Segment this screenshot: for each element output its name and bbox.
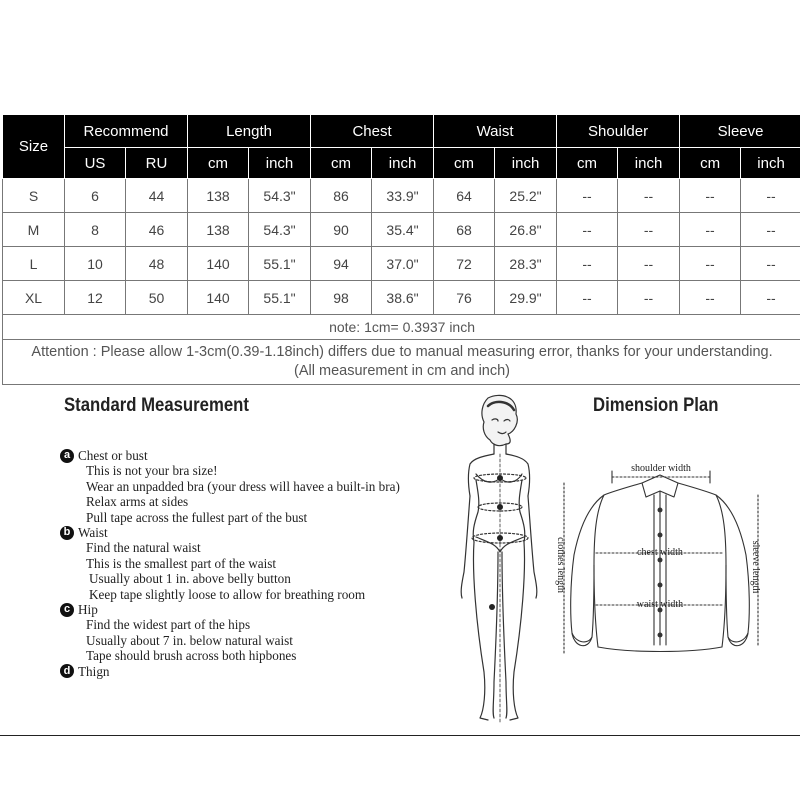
table-cell: 28.3" [495,247,557,281]
table-cell: 64 [434,179,495,213]
instruction-heading: a Chest or bust [60,448,400,463]
table-cell: 38.6" [372,281,434,315]
table-cell: 55.1" [249,281,311,315]
dimension-plan-title: Dimension Plan [593,395,719,416]
table-cell: -- [557,213,618,247]
table-cell: -- [618,247,680,281]
table-cell: 55.1" [249,247,311,281]
instruction-heading: c Hip [60,602,400,617]
instruction-line: Wear an unpadded bra (your dress will havee a built-in bra) [86,478,400,494]
table-cell: -- [741,213,800,247]
table-cell: 50 [126,281,188,315]
table-cell: 54.3" [249,179,311,213]
unit-header: inch [618,148,680,179]
table-cell: 90 [311,213,372,247]
table-cell: -- [741,247,800,281]
group-header: Sleeve [680,115,800,148]
instruction-line: Find the natural waist [86,540,201,556]
shirt-dimension-diagram [550,455,772,670]
table-cell: 138 [188,179,249,213]
bottom-divider [0,735,800,736]
unit-header: inch [249,148,311,179]
table-cell: 29.9" [495,281,557,315]
table-header-units [3,148,800,179]
table-cell: -- [557,179,618,213]
table-row [3,247,800,281]
standard-measurement-title: Standard Measurement [64,395,249,416]
table-row [3,281,800,315]
table-cell: 46 [126,213,188,247]
table-cell: 37.0" [372,247,434,281]
table-cell: 44 [126,179,188,213]
table-cell: 25.2" [495,179,557,213]
table-cell: -- [557,247,618,281]
table-cell: 86 [311,179,372,213]
unit-header: RU [126,148,188,179]
instruction-line: Relax arms at sides [86,494,189,510]
letter-c-badge: c [60,603,74,617]
body-figure-illustration [440,392,550,727]
instruction-line: Usually about 7 in. below natural waist [86,632,293,648]
unit-header: inch [372,148,434,179]
table-cell: 68 [434,213,495,247]
instruction-line: Usually about 1 in. above belly button [89,571,291,587]
unit-header: inch [495,148,557,179]
size-cell: S [3,179,65,213]
table-cell: -- [618,281,680,315]
waist-width-label: waist width [636,599,684,610]
table-cell: -- [557,281,618,315]
table-cell: -- [618,179,680,213]
instruction-heading: b Waist [60,525,400,540]
shoulder-width-label: shoulder width [631,463,691,474]
letter-d-badge: d [60,664,74,678]
measurement-instructions [60,448,400,679]
table-cell: 6 [65,179,126,213]
table-note-row [3,315,800,340]
instruction-line: Find the widest part of the hips [86,617,251,633]
size-cell: XL [3,281,65,315]
table-cell: 26.8" [495,213,557,247]
instruction-line: Pull tape across the fullest part of the bust [86,509,308,525]
table-cell: -- [680,213,741,247]
table-cell: 140 [188,247,249,281]
table-cell: -- [741,281,800,315]
instruction-line: This is not your bra size! [86,463,218,479]
group-header: Length [188,115,311,148]
clothes-length-label: clothes length [555,537,566,593]
table-cell: 10 [65,247,126,281]
attention-note: Attention : Please allow 1-3cm(0.39-1.18inch) differs due to manual measuring error, thanks for your understanding. (All measurement in cm and inch) [3,340,800,385]
table-cell: 54.3" [249,213,311,247]
group-header: Shoulder [557,115,680,148]
sleeve-length-label: sleeve length [750,540,761,594]
unit-header: US [65,148,126,179]
table-cell: 138 [188,213,249,247]
table-cell: 140 [188,281,249,315]
table-cell: 8 [65,213,126,247]
unit-header: cm [434,148,495,179]
size-cell: M [3,213,65,247]
table-cell: -- [618,213,680,247]
table-cell: 94 [311,247,372,281]
table-cell: 72 [434,247,495,281]
letter-a-badge: a [60,449,74,463]
unit-header: inch [741,148,800,179]
table-attention-row [3,340,800,385]
table-cell: 12 [65,281,126,315]
unit-header: cm [188,148,249,179]
table-cell: 76 [434,281,495,315]
table-header-groups [3,115,800,148]
size-cell: L [3,247,65,281]
table-row [3,179,800,213]
unit-header: cm [311,148,372,179]
instruction-line: Keep tape slightly loose to allow for breathing room [89,586,366,602]
group-header: Chest [311,115,434,148]
table-cell: 98 [311,281,372,315]
group-header: Waist [434,115,557,148]
table-cell: -- [741,179,800,213]
unit-header: cm [680,148,741,179]
table-cell: -- [680,247,741,281]
unit-conversion-note: note: 1cm= 0.3937 inch [3,315,800,340]
size-column-header: Size [3,115,65,179]
instruction-heading: d Thign [60,664,400,679]
table-cell: 33.9" [372,179,434,213]
table-cell: -- [680,281,741,315]
group-header: Recommend [65,115,188,148]
table-cell: 35.4" [372,213,434,247]
unit-header: cm [557,148,618,179]
size-chart-table [2,114,800,385]
chest-width-label: chest width [637,547,683,558]
table-cell: 48 [126,247,188,281]
letter-b-badge: b [60,526,74,540]
instruction-line: This is the smallest part of the waist [86,555,277,571]
table-cell: -- [680,179,741,213]
table-row [3,213,800,247]
instruction-line: Tape should brush across both hipbones [86,648,297,664]
